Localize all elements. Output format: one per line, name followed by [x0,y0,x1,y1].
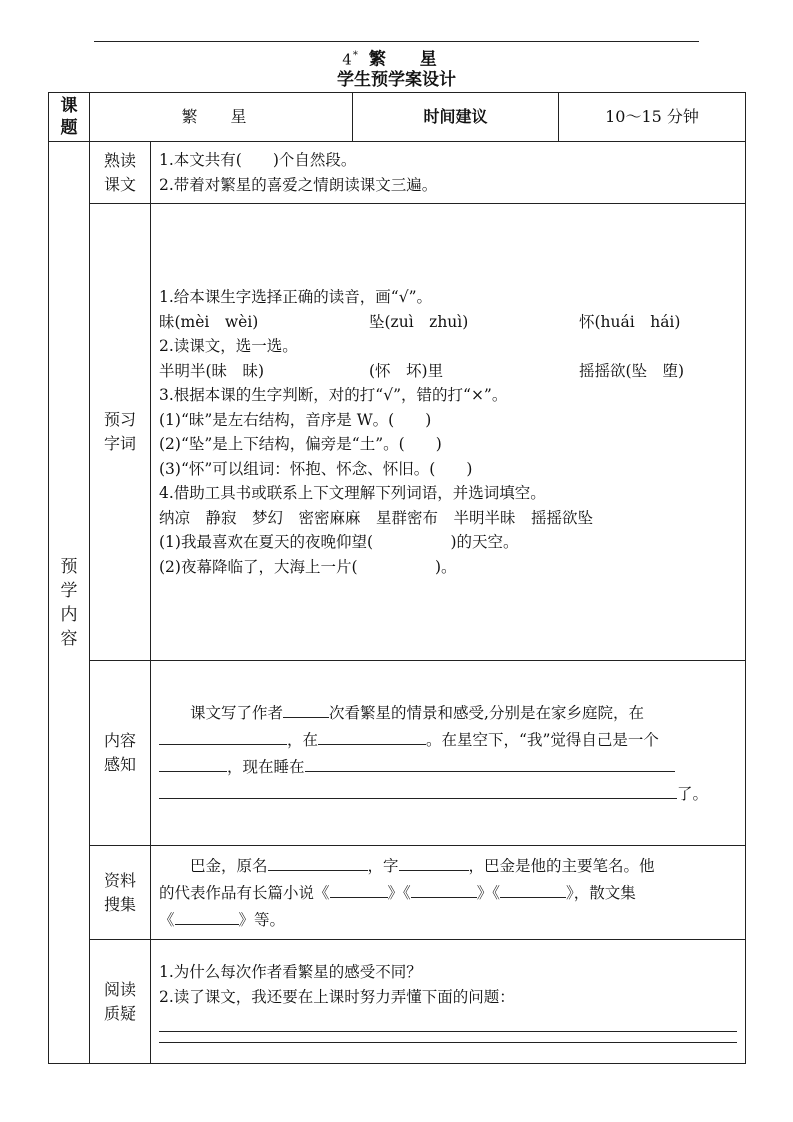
vocab-label-part: 字词 [103,434,136,453]
answer-blank[interactable] [159,753,227,772]
questions-label [90,978,150,1026]
reading-line-2: 2.带着对繁星的喜爱之情朗读课文三遍。 [159,175,438,194]
questions-line-1: 1.为什么每次作者看繁星的感受不同？ [159,963,422,981]
answer-blank[interactable] [399,852,469,871]
time-label: 时间建议 [353,93,559,142]
vocab-q1-items [159,310,737,335]
vocab-q2: 2.读课文，选一选。 [159,337,298,355]
vocab-q1: 1.给本课生字选择正确的读音，画“√”。 [159,288,433,306]
reading-content [151,142,746,204]
section-label-char: 学 [60,580,78,601]
questions-label-cell [90,940,151,1064]
vocab-label-part: 预习 [103,410,136,429]
research-line-3: 《 》等。 [159,906,737,933]
reading-label-cell [90,142,151,204]
vocab-row [49,204,746,661]
section-label-char: 预 [60,556,78,577]
vocab-label-cell [90,204,151,661]
questions-content [151,940,746,1064]
answer-blank[interactable] [411,879,477,898]
answer-blank[interactable] [500,879,566,898]
reading-line-1: 1.本文共有( )个自然段。 [159,151,357,169]
answer-blank[interactable] [159,726,287,745]
answer-blank[interactable] [305,753,675,772]
research-label [90,869,150,917]
research-label-cell [90,846,151,940]
vocab-label [90,408,150,456]
vocab-q3-item-3: (3)“怀”可以组词：怀抱、怀念、怀旧。( ) [159,459,473,478]
answer-blank[interactable] [159,780,677,799]
section-label-cell [49,142,90,1064]
vocab-q2-item-1: 半明半(昧 昧) [159,361,265,380]
subtitle: 学生预学案设计 [337,70,456,90]
vocab-q3-item-1: (1)“昧”是左右结构，音序是 W。( ) [159,410,432,429]
vocab-q3: 3.根据本课的生字判断，对的打“√”，错的打“×”。 [159,386,508,404]
vocab-q4: 4.借助工具书或联系上下文理解下列词语，并选词填空。 [159,484,546,502]
content-row [49,661,746,846]
vocab-q1-item-2: 坠(zuì zhuì) [369,312,469,331]
vocab-q1-item-1: 昧(mèi wèi) [159,312,259,331]
content-line-3: ，现在睡在 [159,753,737,780]
time-value: 10～15 分钟 [559,93,746,142]
study-plan-table [48,92,746,1064]
lesson-mark: * [352,50,359,61]
topic-label [49,95,89,139]
vocab-q2-items [159,359,737,384]
content-label-cell [90,661,151,846]
topic-value: 繁 星 [90,93,353,142]
vocab-q4-words: 纳凉 静寂 梦幻 密密麻麻 星群密布 半明半昧 摇摇欲坠 [159,508,594,527]
lesson-title-text: 繁 星 [368,49,451,70]
vocab-q2-item-3: 摇摇欲(坠 堕) [579,361,685,380]
research-line-1: 巴金，原名 ，字 ，巴金是他的主要笔名。他 [159,852,737,879]
content-line-4: 了。 [159,780,737,807]
content-label-part: 内容 [103,731,136,750]
reading-label [90,149,150,197]
questions-line-2: 2.读了课文，我还要在上课时努力弄懂下面的问题： [159,987,515,1006]
vocab-q2-item-2: (怀 坏)里 [369,361,444,380]
answer-blank[interactable] [283,699,329,718]
topic-label-char: 课 [60,96,78,116]
section-label-char: 内 [60,604,78,625]
section-label-char: 容 [60,628,78,649]
questions-label-part: 质疑 [103,1003,136,1023]
lesson-number: 4 [342,50,353,69]
vocab-q4-sentence-2: (2)夜幕降临了，大海上一片( )。 [159,557,457,576]
vocab-q3-item-2: (2)“坠”是上下结构，偏旁是“土”。( ) [159,435,442,453]
topic-label-cell [49,93,90,142]
research-label-part: 资料 [103,870,136,890]
vocab-q4-sentence-1: (1)我最喜欢在夏天的夜晚仰望( )的天空。 [159,533,519,551]
answer-line[interactable] [159,1032,737,1043]
answer-line[interactable] [159,1009,737,1032]
top-rule [94,41,699,42]
answer-blank[interactable] [318,726,426,745]
research-content [151,846,746,940]
vocab-q1-item-3: 怀(huái hái) [579,312,681,331]
content-label-part: 感知 [103,755,136,774]
vocab-content [151,204,746,661]
content-label [90,729,150,777]
questions-label-part: 阅读 [103,979,136,999]
answer-blank[interactable] [175,906,239,925]
research-row [49,846,746,940]
reading-row [49,142,746,204]
questions-row [49,940,746,1064]
section-label [49,555,89,651]
topic-label-char: 题 [60,118,78,138]
answer-blank[interactable] [268,852,368,871]
content-line-1: 课文写了作者 次看繁星的情景和感受,分别是在家乡庭院，在 [159,699,737,726]
content-line-2: ，在 。在星空下，“我”觉得自己是一个 [159,726,737,753]
topic-row [49,93,746,142]
research-line-2: 的代表作品有长篇小说《 》《 》《 》，散文集 [159,879,737,906]
reading-label-part: 课文 [103,174,136,194]
reading-label-part: 熟读 [103,150,136,170]
answer-blank[interactable] [330,879,388,898]
research-label-part: 搜集 [103,894,136,914]
content-perception [151,661,746,846]
